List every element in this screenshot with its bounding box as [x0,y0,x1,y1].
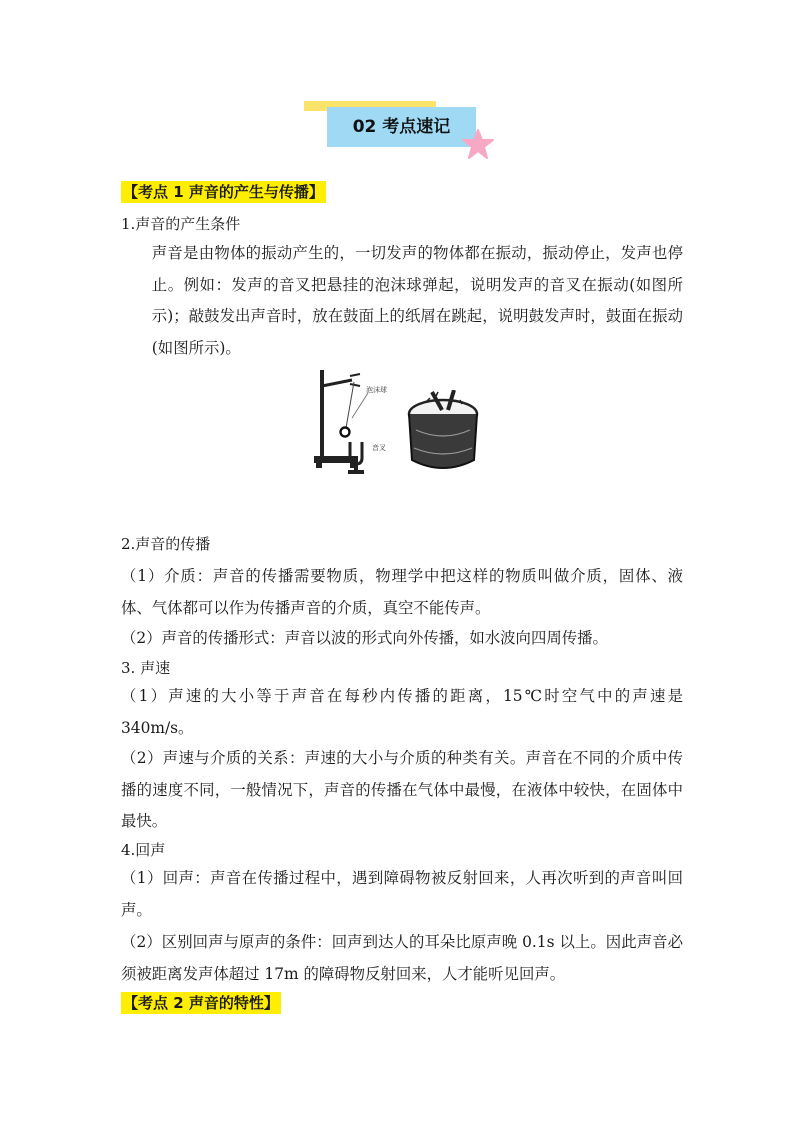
star-icon [461,128,495,160]
s1-body [121,238,683,364]
banner-title: 02 考点速记 [352,117,451,137]
s3-p1: （1）声速的大小等于声音在每秒内传播的距离，15℃时空气中的声速是340m/s。 [121,687,683,737]
s4-p1: （1）回声：声音在传播过程中，遇到障碍物被反射回来，人再次听到的声音叫回声。 [121,869,683,919]
s2-p2: （2）声音的传播形式：声音以波的形式向外传播，如水波向四周传播。 [121,629,608,647]
figure-label-ball: 泡沫球 [366,386,387,394]
drum-figure [402,390,484,474]
kaodian-1-title: 【考点 1 声音的产生与传播】 [123,183,324,201]
s4-p2: （2）区别回声与原声的条件：回声到达人的耳朵比原声晚 0.1s 以上。因此声音必须被距离发声体超过 17m 的障碍物反射回来，人才能听见回声。 [121,933,683,983]
s2-p1: （1）介质：声音的传播需要物质，物理学中把这样的物质叫做介质，固体、液体、气体都可以作为传播声音的介质，真空不能传声。 [121,567,683,617]
figure-label-fork: 音叉 [372,444,386,452]
kaodian-2-title: 【考点 2 声音的特性】 [123,994,279,1012]
s3-p2: （2）声速与介质的关系：声速的大小与介质的种类有关。声音在不同的介质中传播的速度不同，一般情况下，声音的传播在气体中最慢，在液体中较快，在固体中最快。 [121,749,683,830]
s4-heading: 4.回声 [121,841,166,859]
section-banner [0,0,800,170]
s2-heading: 2.声音的传播 [121,535,211,553]
s1-heading: 1.声音的产生条件 [121,215,241,233]
s3-heading: 3. 声速 [121,659,171,677]
s1-body-text: 声音是由物体的振动产生的，一切发声的物体都在振动，振动停止，发声也停止。例如：发声的音叉把悬挂的泡沫球弹起，说明发声的音叉在振动(如图所示)；敲鼓发出声音时，放在鼓面上的纸屑在跳起，说明鼓发声时，鼓面在振动(如图所示)。 [151,244,683,357]
